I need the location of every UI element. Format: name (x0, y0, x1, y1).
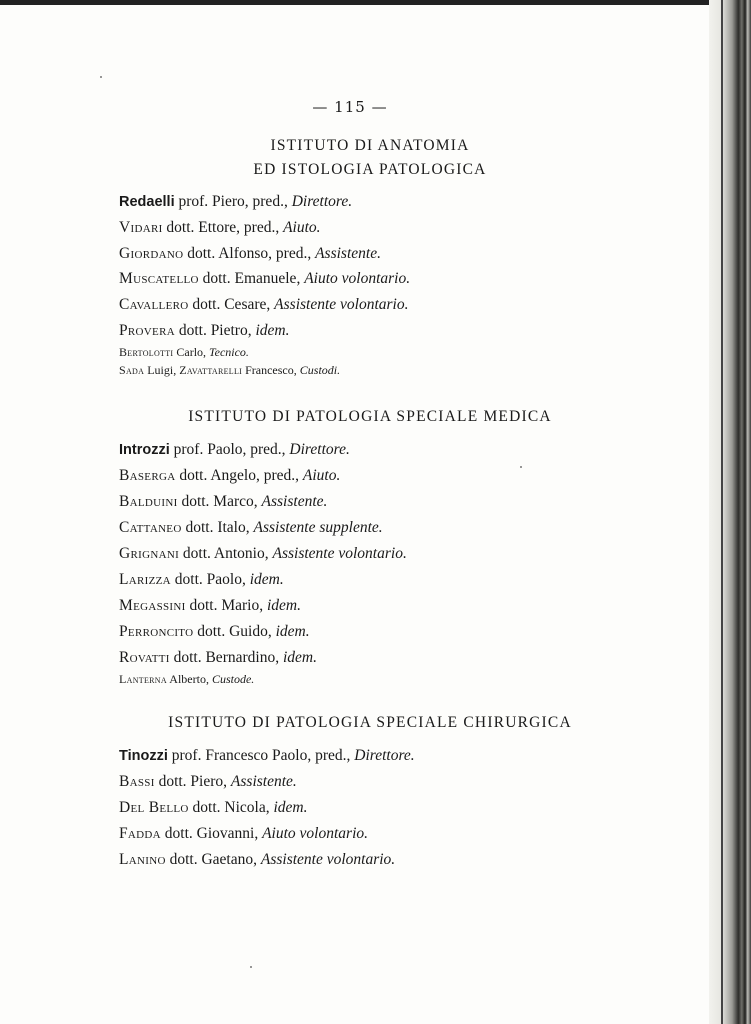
staff-entry (119, 322, 289, 340)
staff-details: Francesco, (242, 362, 300, 377)
staff-role: idem. (249, 571, 284, 588)
staff-role: Aiuto volontario. (262, 825, 369, 842)
staff-entry (119, 545, 407, 563)
staff-details: dott. Cesare, (188, 296, 275, 314)
staff-details: prof. Piero, pred., (174, 193, 292, 210)
staff-role: Custodi. (299, 362, 341, 377)
staff-surname: Baserga (119, 467, 176, 484)
staff-surname: Cattaneo (119, 519, 182, 536)
section-heading-medica (80, 405, 660, 429)
staff-entry (119, 672, 254, 687)
staff-surname: Bassi (119, 773, 155, 790)
staff-details: prof. Francesco Paolo, pred., (167, 747, 355, 764)
staff-surname: Introzzi (119, 442, 170, 458)
staff-role: Assistente supplente. (253, 519, 383, 536)
staff-surname: Grignani (119, 545, 180, 562)
staff-role: Tecnico. (209, 344, 249, 359)
staff-details: dott. Antonio, (179, 545, 273, 562)
staff-details: dott. Piero, (154, 773, 231, 790)
scan-speck (250, 966, 252, 968)
staff-entry (119, 851, 395, 869)
staff-entry (119, 519, 383, 537)
staff-details: dott. Gaetano, (165, 851, 261, 868)
heading-line: ISTITUTO DI PATOLOGIA SPECIALE CHIRURGICA (168, 714, 572, 731)
staff-surname: Lanino (119, 851, 166, 868)
staff-entry (119, 296, 408, 314)
staff-details: dott. Marco, (177, 493, 262, 510)
staff-role: Aiuto. (283, 218, 321, 236)
staff-surname: Larizza (119, 571, 171, 588)
staff-details: dott. Alfonso, pred., (183, 244, 316, 262)
staff-surname: Cavallero (119, 296, 189, 314)
staff-details: dott. Emanuele, (198, 270, 305, 288)
staff-details: dott. Pietro, (174, 322, 256, 339)
staff-details: Alberto, (166, 672, 212, 686)
staff-entry (119, 649, 317, 667)
staff-details: dott. Bernardino, (169, 649, 283, 666)
staff-entry (119, 219, 321, 237)
staff-details: dott. Mario, (185, 597, 267, 614)
staff-entry (119, 441, 350, 459)
staff-details: dott. Angelo, pred., (175, 467, 303, 484)
heading-line: ED ISTOLOGIA PATOLOGICA (253, 161, 487, 178)
staff-surname: Megassini (119, 597, 186, 614)
staff-role: Assistente volontario. (260, 851, 396, 868)
staff-surname: Perroncito (119, 623, 194, 640)
staff-entry (119, 193, 352, 211)
staff-role: idem. (282, 649, 317, 666)
page-number: — 115 — (312, 98, 388, 116)
staff-entry (119, 825, 368, 843)
staff-details: dott. Nicola, (188, 799, 274, 816)
staff-entry (119, 493, 327, 511)
staff-details: prof. Paolo, pred., (169, 441, 290, 458)
staff-entry (119, 363, 340, 378)
staff-entry (119, 799, 307, 817)
staff-surname: Tinozzi (119, 748, 168, 764)
staff-surname: Lanterna (119, 672, 167, 686)
staff-details: Carlo, (173, 344, 210, 359)
staff-surname: Provera (119, 322, 175, 339)
staff-role: idem. (255, 322, 290, 339)
staff-surname: Del Bello (119, 799, 189, 816)
staff-surname: Sada (119, 362, 145, 377)
scan-speck (100, 76, 102, 78)
section-heading-anatomia (80, 134, 660, 182)
staff-details: dott. Italo, (181, 519, 254, 536)
staff-role: Assistente volontario. (272, 545, 407, 562)
staff-entry (119, 747, 415, 765)
staff-entry (119, 245, 381, 263)
staff-role: idem. (266, 597, 301, 614)
staff-surname: Redaelli (119, 194, 175, 210)
staff-entry (119, 270, 410, 288)
staff-surname: Vidari (119, 218, 163, 236)
staff-role: Assistente. (315, 244, 381, 262)
staff-role: Direttore. (354, 747, 415, 764)
staff-details: dott. Guido, (193, 623, 276, 640)
staff-role: Custode. (211, 672, 255, 686)
staff-role: Aiuto volontario. (304, 270, 411, 288)
staff-surname: Rovatti (119, 649, 170, 666)
staff-entry (119, 597, 301, 615)
staff-details: dott. Paolo, (170, 571, 250, 588)
staff-role: Assistente volontario. (274, 296, 409, 314)
staff-surname: Bertolotti (119, 344, 174, 359)
staff-details: dott. Giovanni, (160, 825, 263, 842)
section-heading-chirurgica (80, 711, 660, 735)
staff-surname: Giordano (119, 244, 184, 262)
staff-role: Assistente. (230, 773, 297, 790)
staff-role: idem. (275, 623, 310, 640)
heading-line: ISTITUTO DI ANATOMIA (270, 137, 470, 154)
staff-details: dott. Ettore, pred., (162, 218, 284, 236)
staff-surname: Muscatello (119, 270, 199, 288)
staff-role: Direttore. (289, 441, 350, 458)
heading-line: ISTITUTO DI PATOLOGIA SPECIALE MEDICA (188, 408, 552, 425)
staff-surname: Fadda (119, 825, 161, 842)
staff-entry (119, 773, 297, 791)
staff-entry (119, 467, 340, 485)
staff-role: Aiuto. (302, 467, 341, 484)
staff-entry (119, 623, 310, 641)
book-binding-edge (709, 0, 751, 1024)
scan-speck (520, 466, 522, 468)
staff-entry (119, 571, 284, 589)
page-top-edge (0, 0, 751, 5)
staff-role: Assistente. (261, 493, 328, 510)
staff-role: idem. (273, 799, 308, 816)
staff-details: Luigi, (144, 362, 180, 377)
staff-entry (119, 345, 249, 360)
staff-role: Direttore. (291, 193, 353, 210)
staff-surname: Zavattarelli (179, 362, 243, 377)
staff-surname: Balduini (119, 493, 178, 510)
